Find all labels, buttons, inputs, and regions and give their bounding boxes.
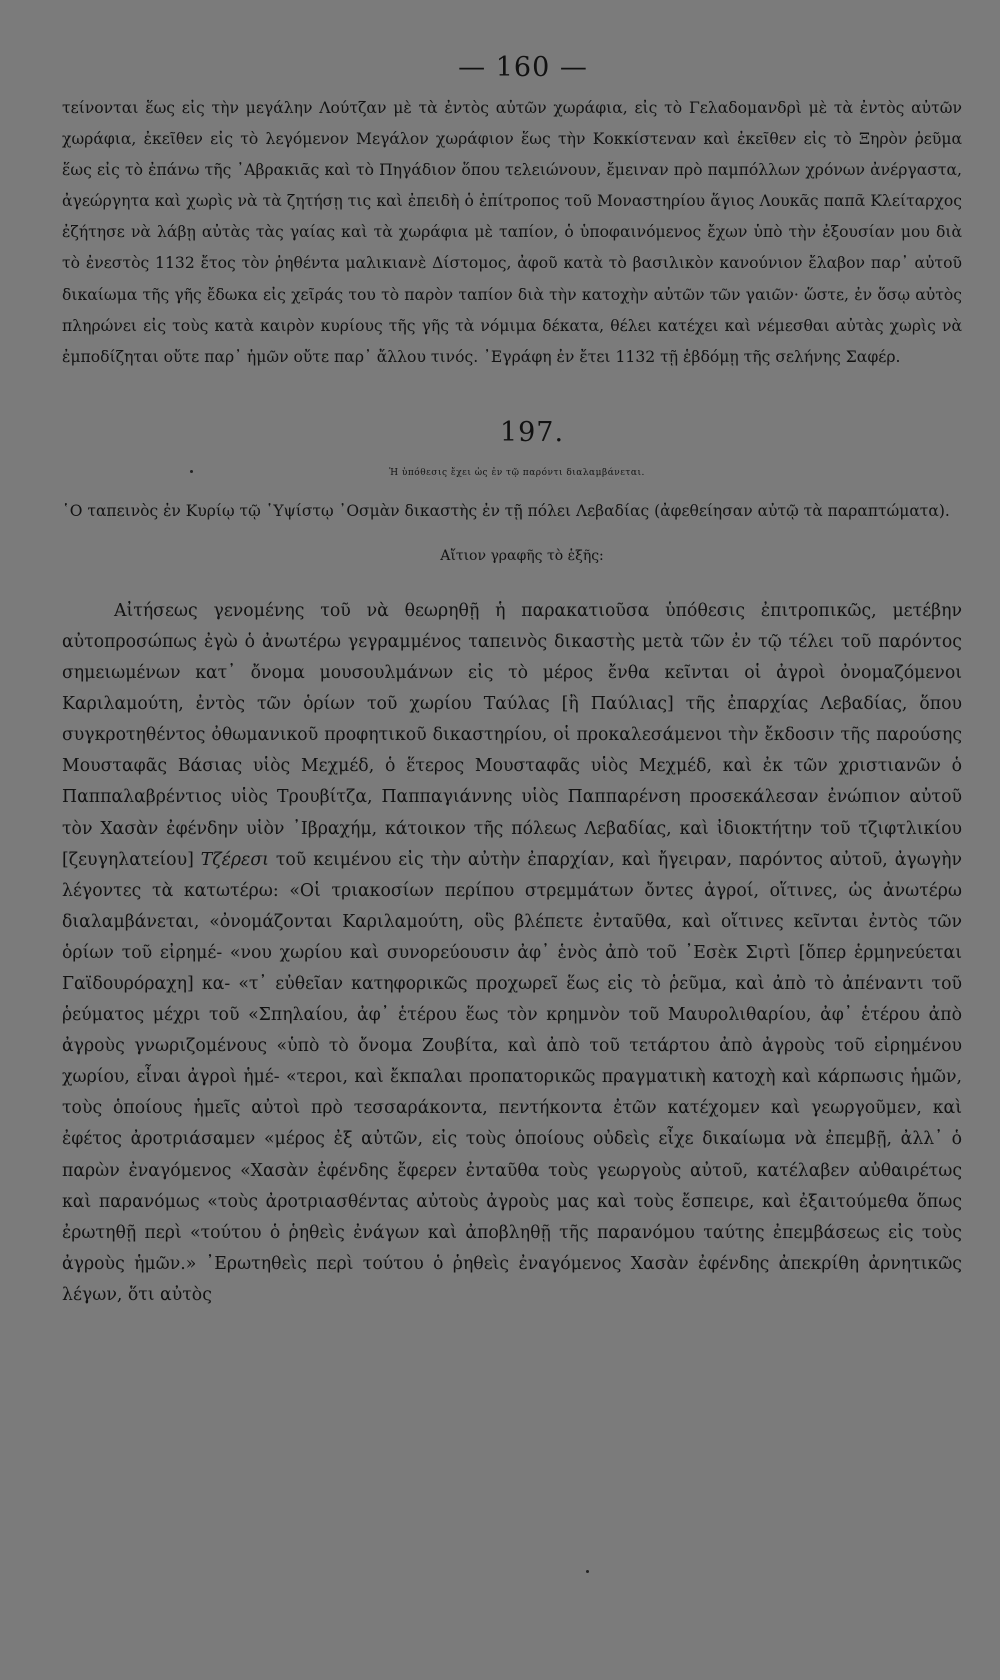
body-italic-word: Τζέρεσι — [200, 849, 269, 870]
section-title: Αἴτιον γραφῆς τὸ ἑξῆς: — [440, 547, 604, 564]
print-speck — [586, 1570, 589, 1573]
document-header-line: ῾Ο ταπεινὸς ἐν Κυρίῳ τῷ ῾Υψίστῳ ᾿Οσμὰν δικαστὴς ἐν τῇ πόλει Λεβαδίας (ἀφεθείησαν αὐτῷ τὰ παραπτώματα). — [62, 501, 950, 520]
body-text-part2: τοῦ κειμένου εἰς τὴν αὐτὴν ἐπαρχίαν, καὶ ἤγειραν, παρόντος αὐτοῦ, ἀγωγὴν λέγοντες τὰ κατωτέρω: «Οἱ τριακοσίων περίπου στρεμμάτων ὄντες ἀγροί, οἵτινες, ὡς ἀνωτέρω διαλαμβάνεται, «ὀνομάζονται Καριλαμούτη, οὓς βλέπετε ἐνταῦθα, καὶ οἵτινες κεῖνται ἐντὸς τῶν ὁρίων τοῦ εἰρημέ- «νου χωρίου καὶ συνορεύουσιν ἀφ᾿ ἑνὸς ἀπὸ τοῦ ᾿Εσὲκ Σιρτὶ [ὅπερ ἑρμηνεύεται Γαϊδουρόραχη] κα- «τ᾿ εὐθεῖαν κατηφορικῶς προχωρεῖ ἕως εἰς τὸ ῥεῦμα, καὶ ἀπὸ τὸ ἀπέναντι τοῦ ῥεύματος μέχρι τοῦ «Σπηλαίου, ἀφ᾿ ἑτέρου ἕως τὸν κρημνὸν τοῦ Μαυρολιθαρίου, ἀφ᾿ ἑτέρου ἀπὸ ἀγροὺς γνωριζομένους «ὑπὸ τὸ ὄνομα Ζουβίτα, καὶ ἀπὸ τοῦ τετάρτου ἀπὸ ἀγροὺς τοῦ εἰρημένου χωρίου, εἶναι ἀγροὶ ἡμέ- «τεροι, καὶ ἔκπαλαι προπατορικῶς πραγματικὴ κατοχὴ καὶ κάρπωσις ἡμῶν, τοὺς ὁποίους ἡμεῖς αὐτοὶ πρὸ τεσσαράκοντα, πεντήκοντα ἐτῶν κατέχομεν καὶ γεωργοῦμεν, καὶ ἐφέτος ἀροτριάσαμεν «μέρος ἐξ αὐτῶν, εἰς τοὺς ὁποίους οὐδεὶς εἶχε δικαίωμα νὰ ἐπεμβῇ, ἀλλ᾿ ὁ παρὼν ἐναγόμενος «Χασὰν ἐφένδης ἔφερεν ἐνταῦθα τοὺς γεωργοὺς αὐτοῦ, κατέλαβεν αὐθαιρέτως καὶ παρανόμως «τοὺς ἀροτριασθέντας αὐτοὺς ἀγροὺς μας καὶ τοὺς ἔσπειρε, καὶ ἐξαιτούμεθα ὅπως ἐρωτηθῇ περὶ «τούτου ὁ ῥηθεὶς ἐνάγων καὶ ἀποβληθῇ τῆς παρανόμου ταύτης ἐπεμβάσεως εἰς τοὺς ἀγροὺς ἡμῶν.» ᾿Ερωτηθεὶς περὶ τούτου ὁ ῥηθεὶς ἐναγόμενος Χασὰν ἐφένδης ἀπεκρίθη ἀρνητικῶς λέγων, ὅτι αὐτὸς — [62, 849, 962, 1305]
document-number: 197. — [499, 416, 565, 448]
document-page — [62, 52, 962, 1311]
top-paragraph: τείνονται ἕως εἰς τὴν μεγάλην Λούτζαν μὲ τὰ ἐντὸς αὐτῶν χωράφια, εἰς τὸ Γελαδομανδρὶ μὲ τὰ ἐντὸς αὐτῶν χωράφια, ἐκεῖθεν εἰς τὸ λεγόμενον Μεγάλον χωράφιον ἕως τὴν Κοκκίστεναν καὶ ἐκεῖθεν εἰς τὸ Ξηρὸν ῥεῦμα ἕως εἰς τὸ ἐπάνω τῆς ᾿Αβρακιᾶς καὶ τὸ Πηγάδιον ὅπου τελειώνουν, ἔμειναν πρὸ παμπόλλων χρόνων ἀνέργαστα, ἀγεώργητα καὶ χωρὶς νὰ τὰ ζητήσῃ τις καὶ ἐπειδὴ ὁ ἐπίτροπος τοῦ Μοναστηρίου ἅγιος Λουκᾶς παπᾶ Κλείταρχος ἐζήτησε νὰ λάβῃ αὐτὰς τὰς γαίας καὶ τὰ χωράφια μὲ ταπίον, ὁ ὑποφαινόμενος ἔχων ὑπὸ τὴν ἐξουσίαν μου διὰ τὸ ἐνεστὸς 1132 ἔτος τὸν ῥηθέντα μαλικιανὲ Δίστομος, ἀφοῦ κατὰ τὸ βασιλικὸν κανούνιον ἔλαβον παρ᾿ αὐτοῦ δικαίωμα τῆς γῆς ἔδωκα εἰς χεῖράς του τὸ παρὸν ταπίον διὰ τὴν κατοχὴν αὐτῶν τῶν γαιῶν· ὥστε, ἐν ὅσῳ αὐτὸς πληρώνει εἰς τοὺς κατὰ καιρὸν κυρίους τῆς γῆς τὰ νόμιμα δέκατα, θέλει κατέχει καὶ νέμεσθαι αὐτὰς χωρὶς νὰ ἐμποδίζηται οὔτε παρ᾿ ἡμῶν οὔτε παρ᾿ ἄλλου τινός. ᾿Εγράφη ἐν ἔτει 1132 τῇ ἑβδόμῃ τῆς σελήνης Σαφέρ. — [62, 99, 962, 366]
body-text-part1: Αἰτήσεως γενομένης τοῦ νὰ θεωρηθῇ ἡ παρακατιοῦσα ὑπόθεσις ἐπιτροπικῶς, μετέβην αὐτοπροσώπως ἐγὼ ὁ ἀνωτέρω γεγραμμένος ταπεινὸς δικαστὴς μετὰ τῶν ἐν τῷ τέλει τοῦ παρόντος σημειωμένων κατ᾿ ὄνομα μουσουλμάνων εἰς τὸ μέρος ἔνθα κεῖνται οἱ ἀγροὶ ὀνομαζόμενοι Καριλαμούτη, ἐντὸς τῶν ὁρίων τοῦ χωρίου Ταύλας [ἢ Παύλιας] τῆς ἐπαρχίας Λεβαδίας, ὅπου συγκροτηθέντος ὀθωμανικοῦ προφητικοῦ δικαστηρίου, οἱ προκαλεσάμενοι τὴν ἔκδοσιν τῆς παρούσης Μουσταφᾶς Βάσιας υἱὸς Μεχμέδ, ὁ ἕτερος Μουσταφᾶς υἱὸς Μεχμέδ, καὶ ἐκ τῶν χριστιανῶν ὁ Παππαλαβρέντιος υἱὸς Τρουβίτζα, Παππαγιάννης υἱὸς Παππαρένση προσεκάλεσαν ἐνώπιον αὐτοῦ τὸν Χασὰν ἐφένδην υἱὸν ᾿Ιβραχήμ, κάτοικον τῆς πόλεως Λεβαδίας, καὶ ἰδιοκτήτην τοῦ τζιφτλικίου [ζευγηλατείου] — [62, 600, 962, 870]
body-paragraph — [62, 596, 962, 1311]
document-note: Ἡ ὑπόθεσις ἔχει ὡς ἐν τῷ παρόντι διαλαμβάνεται. — [389, 467, 645, 478]
page-number: — 160 — — [458, 52, 588, 83]
print-speck — [190, 470, 193, 473]
